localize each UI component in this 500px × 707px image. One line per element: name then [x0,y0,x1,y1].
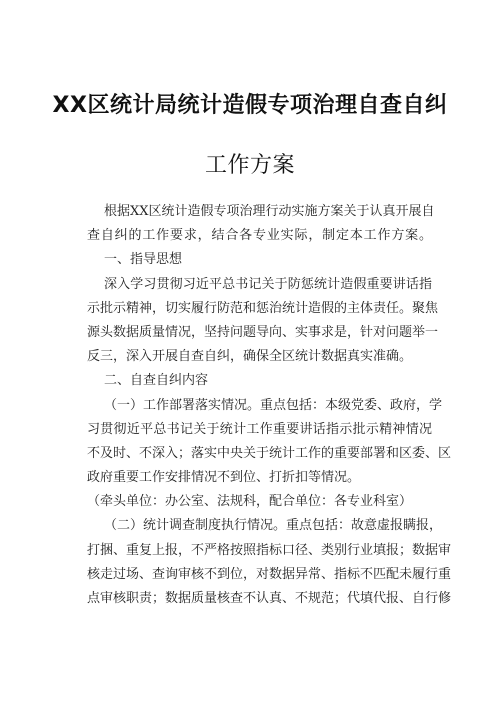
body-line: 根据XX区统计造假专项治理行动实施方案关于认真开展自 [104,204,435,219]
body-line: 深入学习贯彻习近平总书记关于防惩统计造假重要讲话指 [104,276,432,292]
body-line: 示批示精神，切实履行防范和惩治统计造假的主体责任。聚焦 [87,300,439,316]
body-line: 查自纠的工作要求，结合各专业实际，制定本工作方案。 [87,228,432,244]
body-line: 政府重要工作安排情况不到位、打折扣等情况。 [87,470,361,486]
body-line: 打捆、重复上报，不严格按照指标口径、类别行业填报；数据审 [87,542,452,558]
body-line: 核走过场、查询审核不到位，对数据异常、指标不匹配未履行重 [87,566,452,582]
body-line: 点审核职责；数据质量核查不认真、不规范；代填代报、自行修 [87,591,452,606]
document-title-line-1: XX区统计局统计造假专项治理自查自纠 [52,93,448,118]
body-line: （牵头单位：办公室、法规科，配合单位：各专业科室） [87,494,413,510]
body-line: 习贯彻近平总书记关于统计工作重要讲话指示批示精神情况 [87,421,432,437]
section-heading: 一、指导思想 [104,252,183,268]
body-line: 反三，深入开展自查自纠，确保全区统计数据真实准确。 [87,349,413,365]
document-title-line-2: 工作方案 [204,153,295,178]
document-body [87,200,452,611]
section-heading: 二、自查自纠内容 [104,373,209,389]
body-line: （二）统计调查制度执行情况。重点包括：故意虚报瞒报， [104,518,443,534]
body-line: 源头数据质量情况，坚持问题导向、实事求是，针对问题举一 [87,324,439,340]
body-line: （一）工作部署落实情况。重点包括：本级党委、政府，学 [104,397,443,413]
body-line: 不及时、不深入；落实中央关于统计工作的重要部署和区委、区 [87,445,452,461]
